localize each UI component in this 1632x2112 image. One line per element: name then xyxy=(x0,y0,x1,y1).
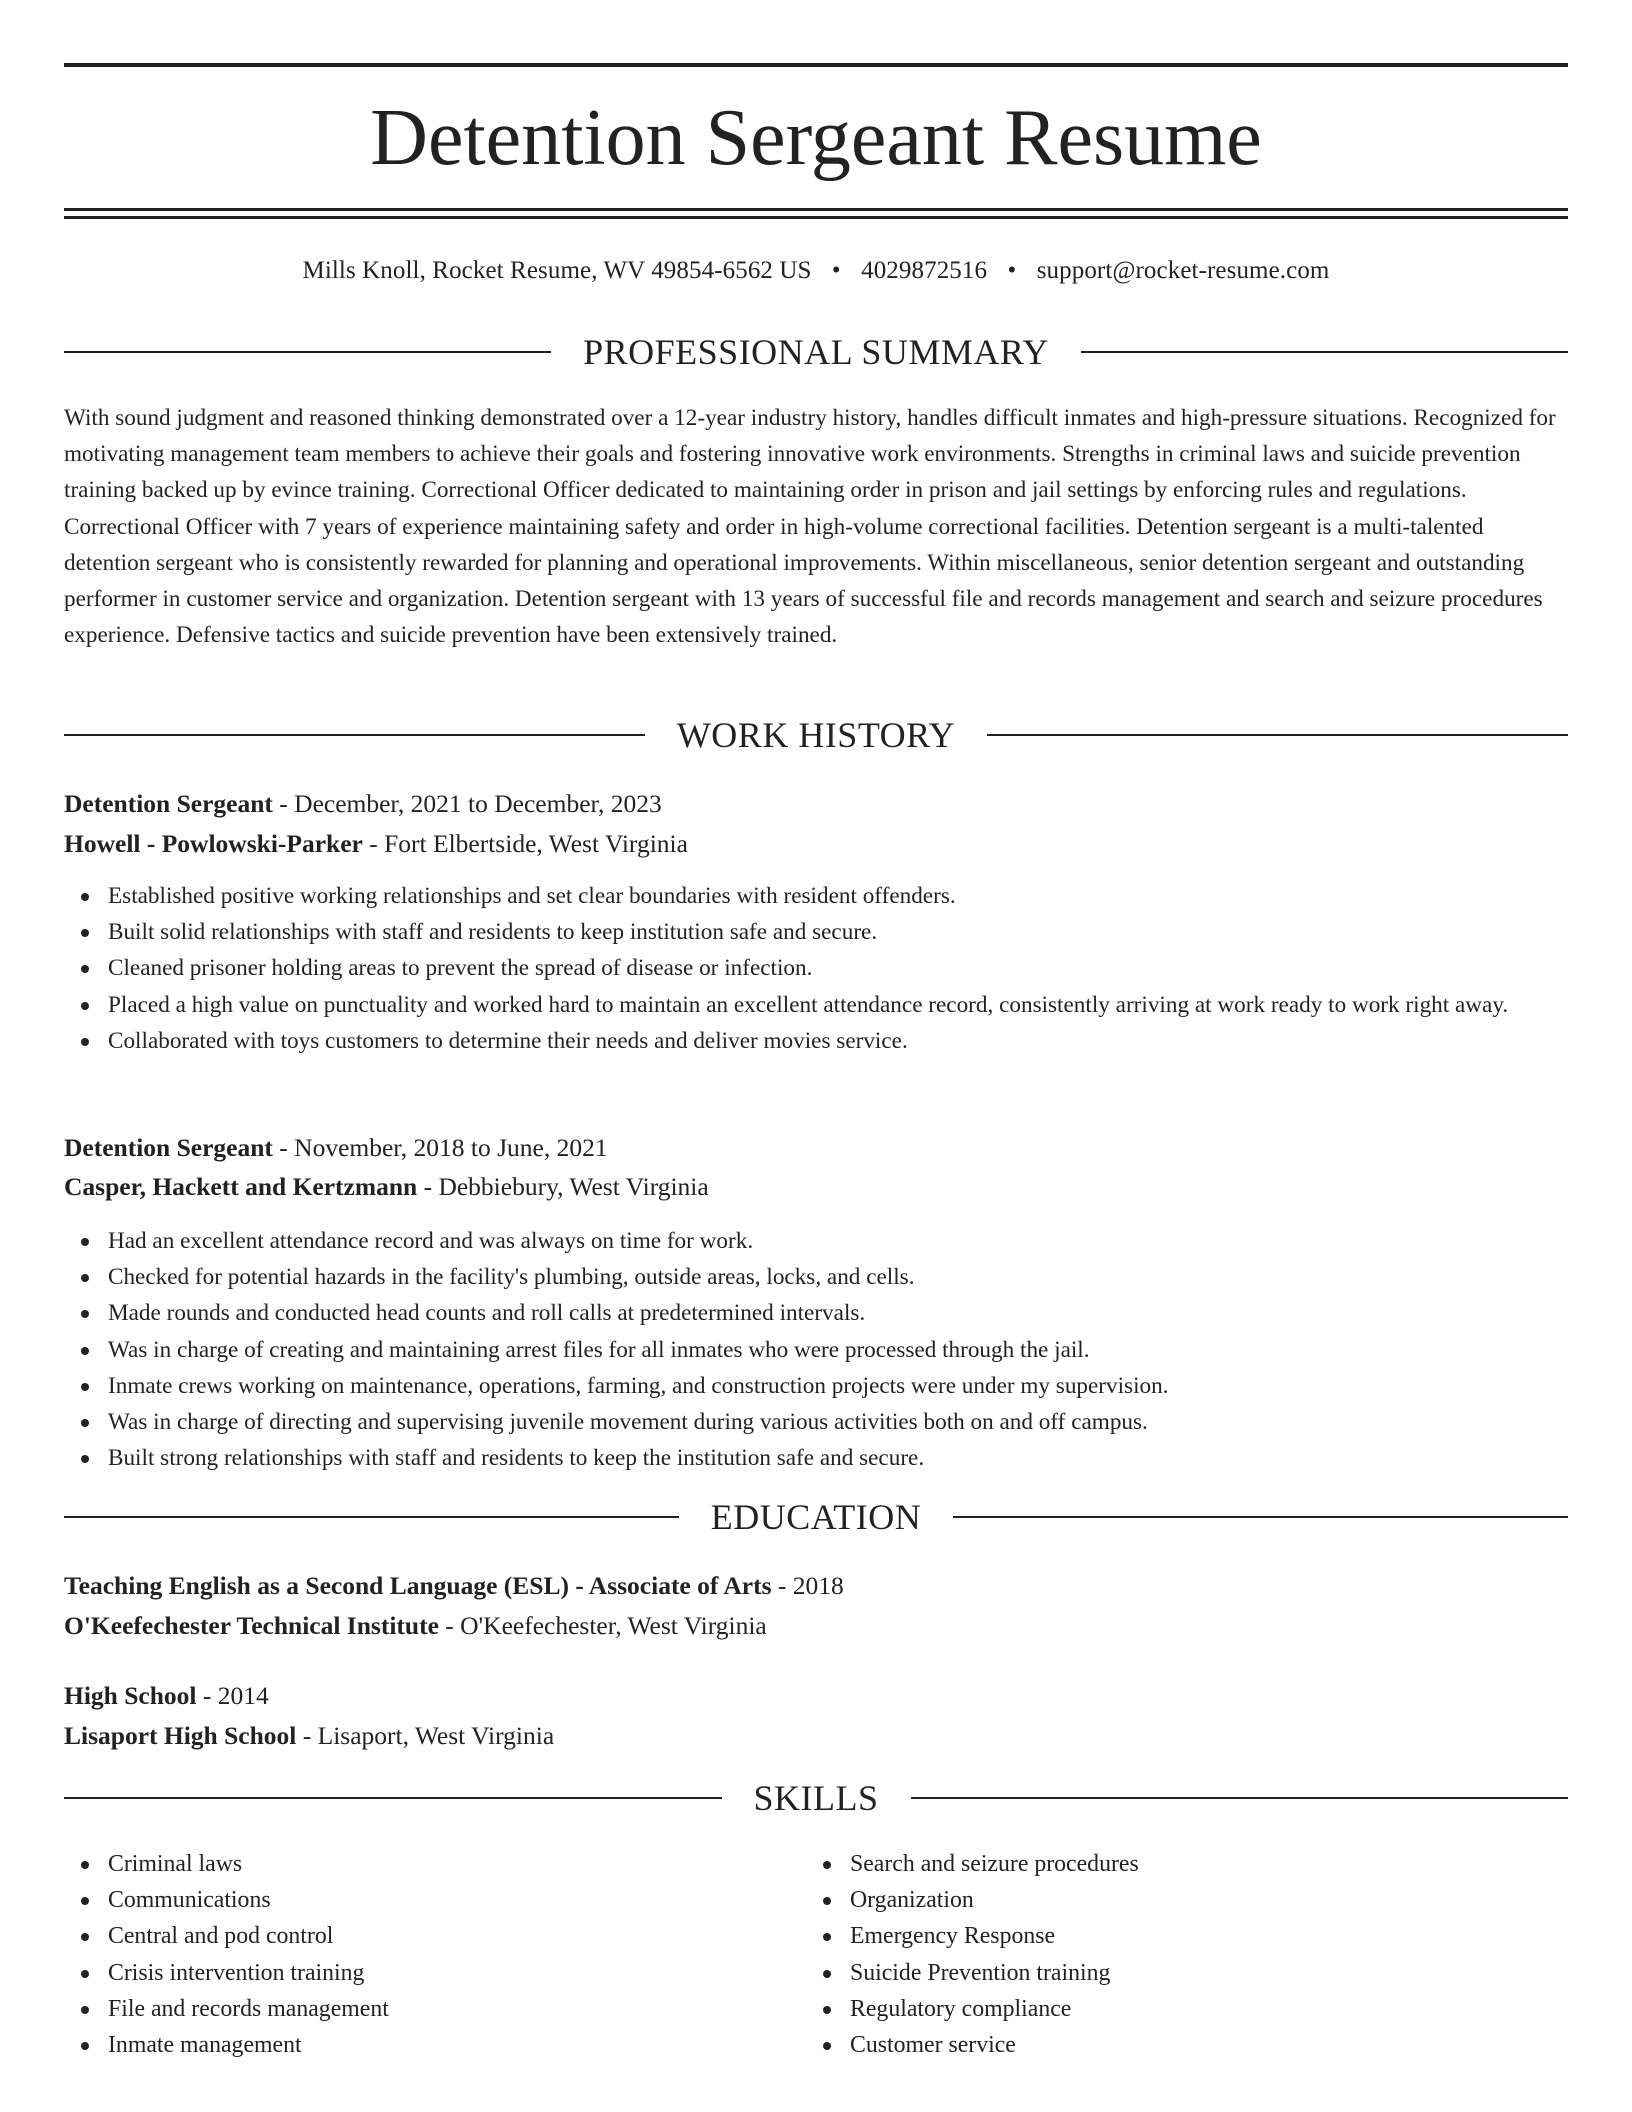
education-heading xyxy=(64,1495,1568,1539)
education-heading-label: EDUCATION xyxy=(710,1497,922,1537)
list-item: Collaborated with toys customers to determine their needs and deliver movies service. xyxy=(108,1023,1568,1059)
degree-name: Teaching English as a Second Language (ESL) - Associate of Arts xyxy=(64,1571,772,1600)
heading-rule-left xyxy=(64,734,645,736)
top-rule xyxy=(64,63,1568,67)
heading-rule-right xyxy=(953,1516,1568,1518)
school-line xyxy=(64,1718,1568,1754)
list-item: Cleaned prisoner holding areas to prevent the spread of disease or infection. xyxy=(108,950,1568,986)
skill-item: Criminal laws xyxy=(108,1846,788,1882)
heading-rule-right xyxy=(911,1797,1569,1799)
contact-separator: • xyxy=(831,257,841,284)
skill-item: Inmate management xyxy=(108,2027,788,2063)
job-title: Detention Sergeant xyxy=(64,789,273,818)
list-item: Established positive working relationships and set clear boundaries with resident offenders. xyxy=(108,878,1568,914)
school-name: Lisaport High School xyxy=(64,1721,297,1750)
heading-rule-right xyxy=(987,734,1568,736)
list-item: Had an excellent attendance record and was always on time for work. xyxy=(108,1223,1568,1259)
list-item: Placed a high value on punctuality and worked hard to maintain an excellent attendance record, consistently arriving at work ready to work right away. xyxy=(108,987,1568,1023)
degree-line xyxy=(64,1568,1568,1604)
skill-item: Regulatory compliance xyxy=(850,1991,1550,2027)
job-employer: Howell - Powlowski-Parker xyxy=(64,829,363,858)
job-title-line xyxy=(64,1130,1568,1166)
list-item: Inmate crews working on maintenance, operations, farming, and construction projects were under my supervision. xyxy=(108,1368,1568,1404)
job-duties-list xyxy=(64,1223,1568,1476)
list-item: Built solid relationships with staff and residents to keep institution safe and secure. xyxy=(108,914,1568,950)
skills-heading xyxy=(64,1776,1568,1820)
skill-item: File and records management xyxy=(108,1991,788,2027)
work-history-heading-label: WORK HISTORY xyxy=(676,715,956,755)
job-duties-list xyxy=(64,878,1568,1059)
list-item: Made rounds and conducted head counts and roll calls at predetermined intervals. xyxy=(108,1295,1568,1331)
summary-heading xyxy=(64,330,1568,374)
heading-rule-left xyxy=(64,1516,679,1518)
job-dates: - November, 2018 to June, 2021 xyxy=(272,1133,608,1162)
list-item: Was in charge of creating and maintaining arrest files for all inmates who were processed through the jail. xyxy=(108,1332,1568,1368)
skill-item: Communications xyxy=(108,1882,788,1918)
job-employer-line xyxy=(64,826,1568,862)
heading-rule-left xyxy=(64,351,551,353)
school-location: - O'Keefechester, West Virginia xyxy=(438,1611,767,1640)
skills-list-left xyxy=(64,1846,788,2063)
job-title: Detention Sergeant xyxy=(64,1133,273,1162)
summary-text: With sound judgment and reasoned thinking demonstrated over a 12-year industry history, handles difficult inmates and high-pressure situations. Recognized for motivating management team members to achieve their goals and fostering innovative work environments. Strengths in criminal laws and suicide prevention training backed up by evince training. Correctional Officer dedicated to maintaining order in prison and jail settings by enforcing rules and regulations. Correctional Officer with 7 years of experience maintaining safety and order in high-volume correctional facilities. Detention sergeant is a multi-talented detention sergeant who is consistently rewarded for planning and operational improvements. Within miscellaneous, senior detention sergeant and outstanding performer in customer service and organization. Detention sergeant with 13 years of successful file and records management and search and seizure procedures experience. Defensive tactics and suicide prevention have been extensively trained. xyxy=(64,405,1556,649)
heading-rule-right xyxy=(1081,351,1568,353)
contact-address: Mills Knoll, Rocket Resume, WV 49854-6562 US xyxy=(302,257,812,284)
resume-title: Detention Sergeant Resume xyxy=(370,94,1262,182)
work-history-heading xyxy=(64,713,1568,757)
degree-year: - 2018 xyxy=(771,1571,844,1600)
job-title-line xyxy=(64,786,1568,822)
skill-item: Emergency Response xyxy=(850,1918,1550,1954)
title-rule-lower xyxy=(64,216,1568,219)
skills-heading-label: SKILLS xyxy=(753,1778,879,1818)
school-line xyxy=(64,1608,1568,1644)
contact-separator: • xyxy=(1007,257,1017,284)
job-location: - Debbiebury, West Virginia xyxy=(417,1172,709,1201)
job-employer: Casper, Hackett and Kertzmann xyxy=(64,1172,418,1201)
job-employer-line xyxy=(64,1169,1568,1205)
job-location: - Fort Elbertside, West Virginia xyxy=(362,829,688,858)
list-item: Checked for potential hazards in the facility's plumbing, outside areas, locks, and cells. xyxy=(108,1259,1568,1295)
title-rule-upper xyxy=(64,208,1568,211)
skills-list-right xyxy=(806,1846,1550,2063)
school-name: O'Keefechester Technical Institute xyxy=(64,1611,439,1640)
skill-item: Crisis intervention training xyxy=(108,1955,788,1991)
contact-phone: 4029872516 xyxy=(861,257,988,284)
job-dates: - December, 2021 to December, 2023 xyxy=(272,789,662,818)
list-item: Was in charge of directing and supervising juvenile movement during various activities both on and off campus. xyxy=(108,1404,1568,1440)
list-item: Built strong relationships with staff and residents to keep the institution safe and secure. xyxy=(108,1440,1568,1476)
degree-year: - 2014 xyxy=(196,1681,269,1710)
skill-item: Search and seizure procedures xyxy=(850,1846,1550,1882)
skill-item: Suicide Prevention training xyxy=(850,1955,1550,1991)
degree-line xyxy=(64,1678,1568,1714)
contact-email: support@rocket-resume.com xyxy=(1036,257,1330,284)
skill-item: Customer service xyxy=(850,2027,1550,2063)
school-location: - Lisaport, West Virginia xyxy=(296,1721,555,1750)
contact-line xyxy=(64,254,1568,288)
degree-name: High School xyxy=(64,1681,197,1710)
skill-item: Organization xyxy=(850,1882,1550,1918)
summary-heading-label: PROFESSIONAL SUMMARY xyxy=(583,332,1049,372)
skill-item: Central and pod control xyxy=(108,1918,788,1954)
heading-rule-left xyxy=(64,1797,722,1799)
